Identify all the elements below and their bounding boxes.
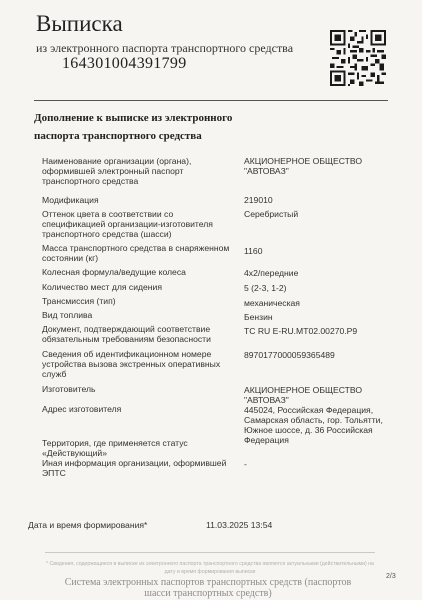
field-label-color-shade: Оттенок цвета в соответствии со спецификацией организации-изготовителя транспортного средства (шасси) — [42, 209, 213, 239]
section-title: Дополнение к выписке из электронного паспорта транспортного средства — [34, 112, 233, 142]
field-label-other-info: Иная информация организации, оформившей ЭПТС — [42, 458, 227, 478]
field-label-manufacturer-address: Адрес изготовителя — [42, 404, 122, 414]
field-value-wheel-formula: 4х2/передние — [244, 268, 299, 278]
document-title: Выписка — [36, 11, 123, 36]
field-value-curb-weight: 1160 — [244, 246, 263, 256]
field-value-transmission: механическая — [244, 298, 300, 308]
generation-date-value: 11.03.2025 13:54 — [206, 520, 273, 530]
field-value-color-shade: Серебристый — [244, 209, 299, 219]
field-label-emergency-device: Сведения об идентификационном номере устройства вызова экстренных оперативных служб — [42, 349, 221, 379]
field-label-fuel-type: Вид топлива — [42, 310, 93, 320]
field-value-modification: 219010 — [244, 195, 273, 205]
field-value-other-info: - — [244, 459, 247, 469]
field-label-curb-weight: Масса транспортного средства в снаряженном состоянии (кг) — [42, 243, 230, 263]
field-label-safety-document: Документ, подтверждающий соответствие обязательным требованиям безопасности — [42, 324, 211, 344]
system-watermark: Система электронных паспортов транспортных средств (паспортов шасси транспортных средств) — [64, 577, 352, 599]
divider — [34, 100, 388, 101]
extract-number: 164301004391799 — [62, 55, 187, 72]
field-value-manufacturer: АКЦИОНЕРНОЕ ОБЩЕСТВО "АВТОВАЗ" — [244, 385, 363, 405]
field-label-territory: Территория, где применяется статус «Действующий» — [42, 438, 188, 458]
field-value-emergency-device: 8970177000059365489 — [244, 350, 335, 360]
field-label-modification: Модификация — [42, 195, 99, 205]
field-value-manufacturer-address: 445024, Российская Федерация, Самарская область, гор. Тольятти, Южное шоссе, д. 36 Российская Федерация — [244, 405, 383, 445]
field-label-transmission: Трансмиссия (тип) — [42, 296, 116, 306]
field-label-seats: Количество мест для сидения — [42, 282, 163, 292]
field-label-manufacturer: Изготовитель — [42, 384, 96, 394]
generation-date-label: Дата и время формирования* — [28, 520, 148, 530]
footnote: * Сведения, содержащиеся в выписке из электронного паспорта транспортного средства являются актуальными (действительными) на дату и время формирования выписки — [46, 561, 374, 575]
field-value-fuel-type: Бензин — [244, 312, 273, 322]
qr-code — [330, 30, 386, 86]
footer-divider — [45, 552, 375, 553]
field-value-safety-document: ТС RU E-RU.МТ02.00270.Р9 — [244, 326, 358, 336]
field-value-organization: АКЦИОНЕРНОЕ ОБЩЕСТВО "АВТОВАЗ" — [244, 156, 363, 176]
document-subtitle: из электронного паспорта транспортного средства — [36, 41, 294, 55]
page-number: 2/3 — [386, 573, 396, 580]
field-label-wheel-formula: Колесная формула/ведущие колеса — [42, 267, 186, 277]
field-label-organization: Наименование организации (органа), оформившей электронный паспорт транспортного средства — [42, 156, 192, 186]
field-value-seats: 5 (2-3, 1-2) — [244, 283, 287, 293]
